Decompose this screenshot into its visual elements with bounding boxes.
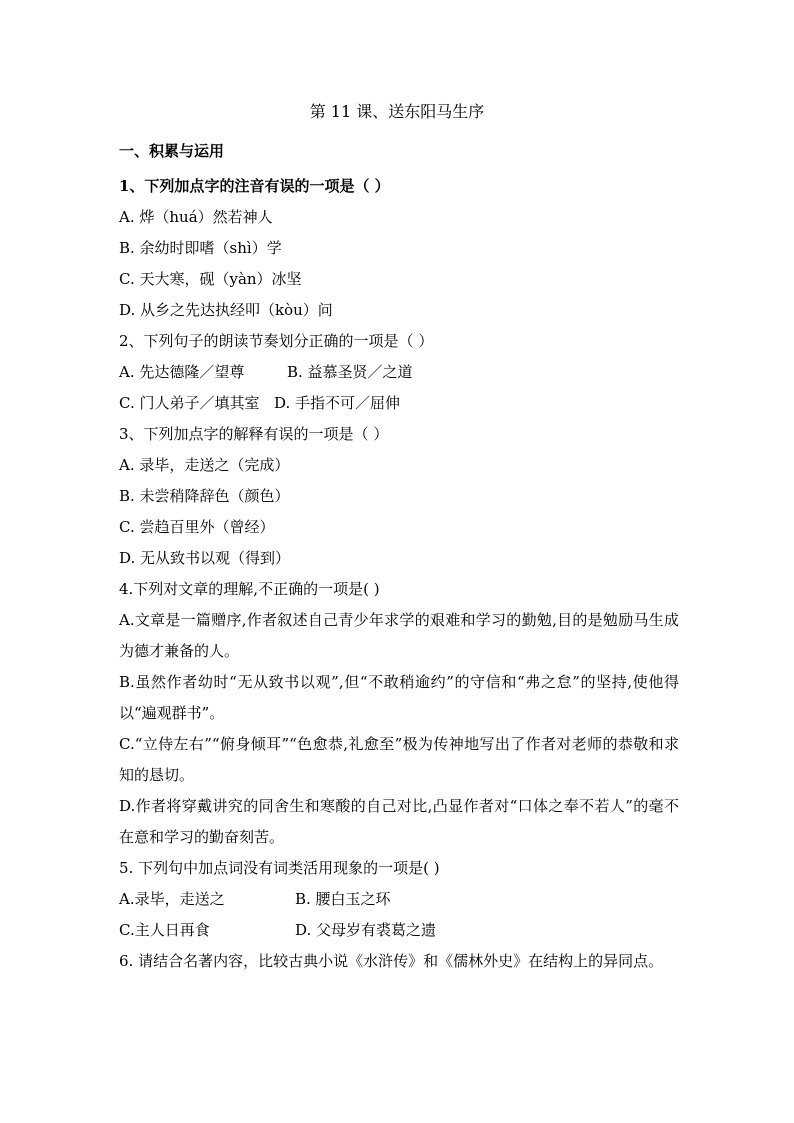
question-3-option-b: B. 未尝稍降辞色（颜色） bbox=[119, 487, 290, 505]
lesson-title: 第 11 课、送东阳马生序 bbox=[309, 102, 485, 121]
question-2-option-c: C. 门人弟子／填其室 bbox=[119, 394, 260, 412]
question-1-option-d: D. 从乡之先达执经叩（kòu）问 bbox=[119, 301, 333, 319]
question-2-option-a: A. 先达德隆／望尊 bbox=[119, 363, 245, 381]
question-5-option-c: C.主人日再食 bbox=[119, 921, 210, 939]
question-4-stem: 4.下列对文章的理解,不正确的一项是( ) bbox=[119, 580, 380, 598]
question-5-option-a: A.录毕，走送之 bbox=[119, 890, 225, 908]
question-2-stem: 2、下列句子的朗读节奏划分正确的一项是（ ） bbox=[119, 332, 434, 350]
question-5-stem: 5. 下列句中加点词没有词类活用现象的一项是( ) bbox=[119, 859, 440, 877]
question-list bbox=[119, 171, 679, 977]
question-3-stem: 3、下列加点字的解释有误的一项是（ ） bbox=[119, 425, 389, 443]
question-1-stem: 1、下列加点字的注音有误的一项是（ ） bbox=[119, 177, 390, 195]
section-heading: 一、积累与运用 bbox=[119, 142, 225, 160]
question-5-option-b: B. 腰白玉之环 bbox=[295, 890, 391, 908]
question-5-option-d: D. 父母岁有裘葛之遗 bbox=[295, 921, 437, 939]
question-4-option-b: B.虽然作者幼时“无从致书以观”,但“不敢稍逾约”的守信和“弗之怠”的坚持,使他得以“遍观群书”。 bbox=[119, 673, 679, 722]
question-3-option-c: C. 尝趋百里外（曾经） bbox=[119, 518, 275, 536]
question-4-option-c: C.“立侍左右”“俯身倾耳”“色愈恭,礼愈至”极为传神地写出了作者对老师的恭敬和求知的恳切。 bbox=[119, 735, 679, 784]
question-5-options-cd bbox=[119, 915, 679, 946]
question-2-option-d: D. 手指不可／屈伸 bbox=[274, 394, 401, 412]
question-6-stem: 6. 请结合名著内容，比较古典小说《水浒传》和《儒林外史》在结构上的异同点。 bbox=[119, 952, 664, 970]
question-2-options-ab bbox=[119, 357, 679, 388]
question-2-option-b: B. 益慕圣贤／之道 bbox=[287, 363, 413, 381]
question-5-options-ab bbox=[119, 884, 679, 915]
question-1-option-b: B. 余幼时即嗜（shì）学 bbox=[119, 239, 282, 257]
question-4-option-d: D.作者将穿戴讲究的同舍生和寒酸的自己对比,凸显作者对“口体之奉不若人”的毫不在意和学习的勤奋刻苦。 bbox=[119, 797, 679, 846]
question-2-options-cd bbox=[119, 388, 679, 419]
question-1-option-c: C. 天大寒，砚（yàn）冰坚 bbox=[119, 270, 302, 288]
question-1-option-a: A. 烨（huá）然若神人 bbox=[119, 208, 273, 226]
question-3-option-d: D. 无从致书以观（得到） bbox=[119, 549, 291, 567]
question-3-option-a: A. 录毕，走送之（完成） bbox=[119, 456, 290, 474]
question-4-option-a: A.文章是一篇赠序,作者叙述自己青少年求学的艰难和学习的勤勉,目的是勉励马生成为德才兼备的人。 bbox=[119, 611, 679, 660]
